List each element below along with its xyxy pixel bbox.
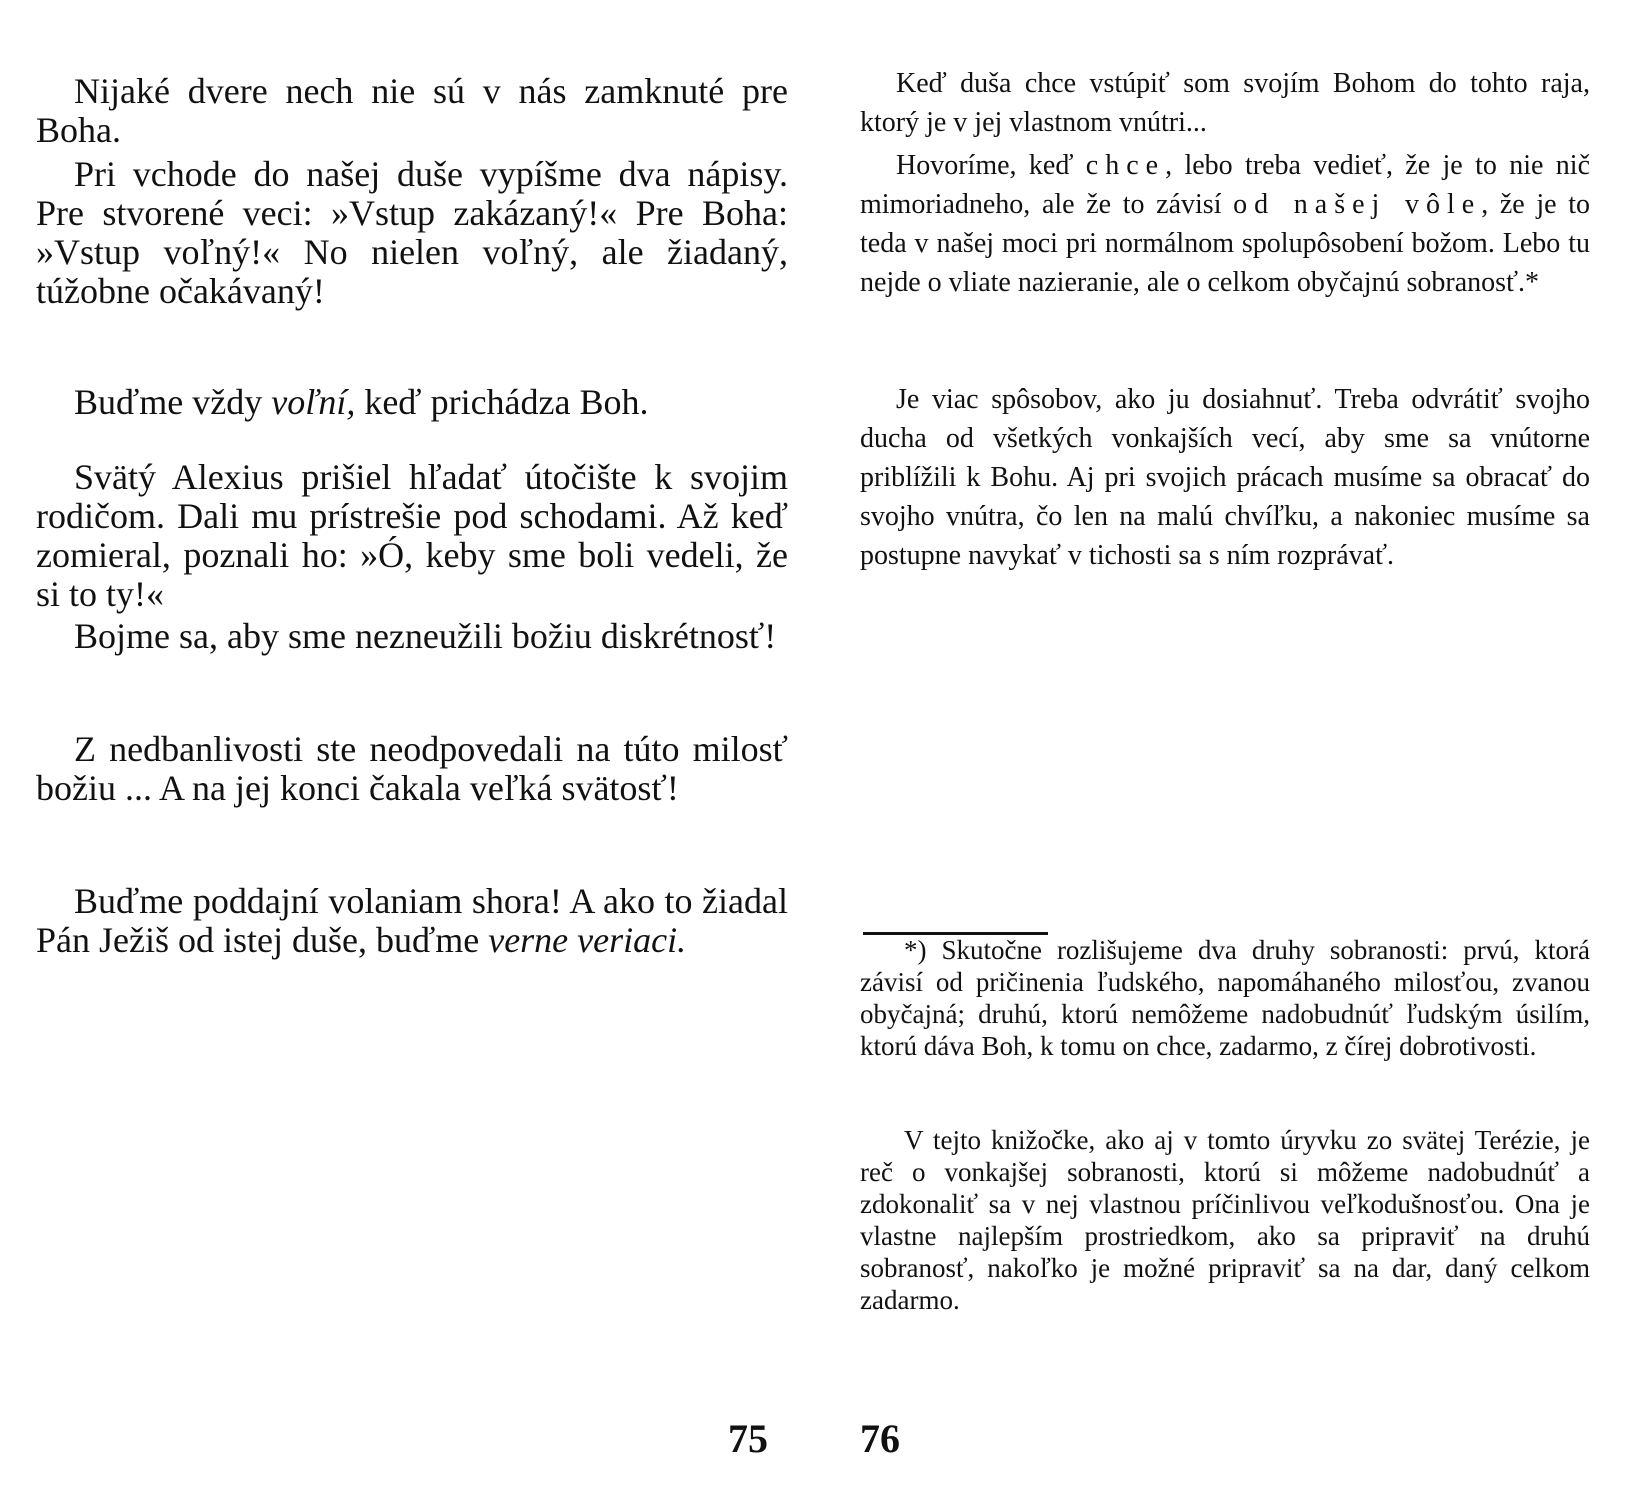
paragraph: Keď duša chce vstúpiť som svojím Bohom do tohto raja, ktorý je v jej vlastnom vnútri... xyxy=(860,68,1590,138)
paragraph: Pri vchode do našej duše vypíšme dva nápisy. Pre stvorené veci: »Vstup zakázaný!« Pre Boha: »Vstup voľný!« No nielen voľný, ale žiadaný, túžobne očakávaný! xyxy=(36,154,788,311)
paragraph: Hovoríme, keď chce, lebo treba vedieť, že je to nie nič mimoriadneho, ale že to závisí od našej vôle, že je to teda v našej moci pri normálnom spolupôsobení božom. Lebo tu nejde o vliate nazieranie, ale o celkom obyčajnú sobranosť.* xyxy=(860,150,1591,298)
page-number: 76 xyxy=(860,1416,900,1461)
paragraph: Z nedbanlivosti ste neodpovedali na túto milosť božiu ... A na jej konci čakala veľká svätosť! xyxy=(36,729,788,808)
paragraph: Bojme sa, aby sme nezneužili božiu diskrétnosť! xyxy=(74,616,777,656)
paragraph: Svätý Alexius prišiel hľadať útočište k svojim rodičom. Dali mu prístrešie pod schodami. Až keď zomieral, poznali ho: »Ó, keby sme boli vedeli, že si to ty!« xyxy=(36,457,788,614)
page-number: 75 xyxy=(728,1416,768,1461)
paragraph: Buďme vždy voľní, keď prichádza Boh. xyxy=(74,382,649,422)
footnote: V tejto knižočke, ako aj v tomto úryvku zo svätej Terézie, je reč o vonkajšej sobranosti, ktorú si môžeme nadobudnúť a zdokonaliť sa v nej vlastnou príčinlivou veľkodušnosťou. Ona je vlastne najlepším prostriedkom, ako sa pripraviť na druhú sobranosť, nakoľko je možné pripraviť sa na dar, daný celkom zadarmo. xyxy=(860,1125,1590,1315)
paragraph: Nijaké dvere nech nie sú v nás zamknuté pre Boha. xyxy=(36,71,788,150)
paragraph: Buďme poddajní volaniam shora! A ako to žiadal Pán Ježiš od istej duše, buďme verne veriaci. xyxy=(36,881,788,960)
paragraph: Je viac spôsobov, ako ju dosiahnuť. Treba odvrátiť svojho ducha od všetkých vonkajších vecí, aby sme sa vnútorne priblížili k Bohu. Aj pri svojich prácach musíme sa obracať do svojho vnútra, čo len na malú chvíľku, a nakoniec musíme sa postupne navykať v tichosti sa s ním rozprávať. xyxy=(860,384,1590,571)
right-page xyxy=(820,0,1640,1500)
footnote: *) Skutočne rozlišujeme dva druhy sobranosti: prvú, ktorá závisí od pričinenia ľudského, napomáhaného milosťou, zvanou obyčajná; druhú, ktorú nemôžeme nadobudnúť ľudským úsilím, ktorú dáva Boh, k tomu on chce, zadarmo, z čírej dobrotivosti. xyxy=(860,935,1590,1061)
